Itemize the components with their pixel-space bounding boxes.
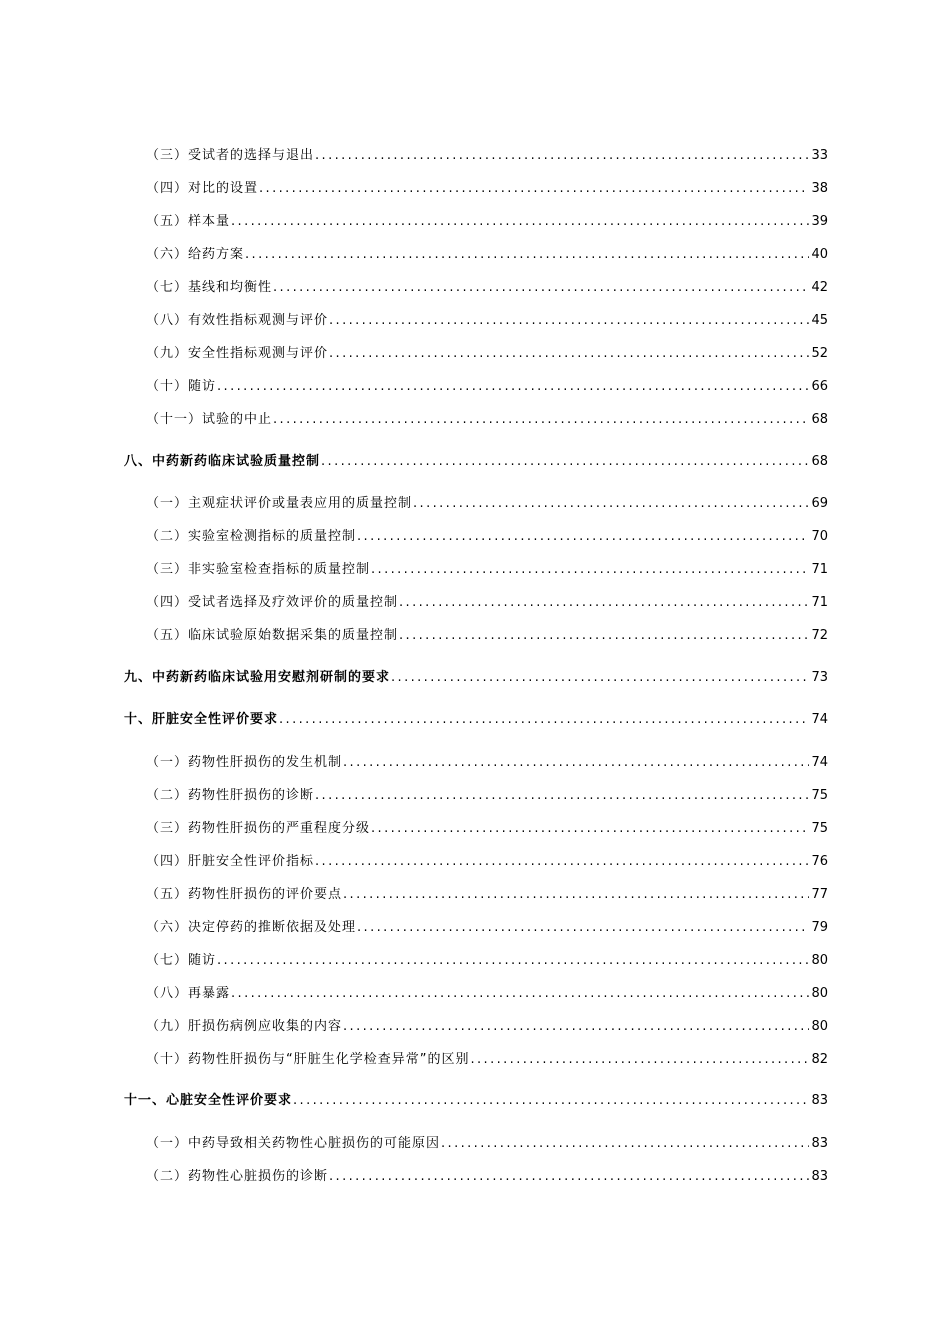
- toc-entry-title: （一）主观症状评价或量表应用的质量控制: [146, 496, 413, 511]
- toc-entry-title: （二）实验室检测指标的质量控制: [146, 529, 357, 544]
- toc-entry-title: （十）随访: [146, 379, 217, 394]
- toc-page-number: 66: [811, 379, 828, 394]
- toc-dot-leader: [371, 560, 809, 580]
- toc-section-entry[interactable]: [146, 1017, 828, 1037]
- toc-page-number: 40: [811, 247, 828, 262]
- toc-chapter-entry[interactable]: [124, 1091, 828, 1111]
- toc-entry-title: （七）随访: [146, 953, 217, 968]
- toc-section-entry[interactable]: [146, 1134, 828, 1154]
- toc-dot-leader: [315, 146, 809, 166]
- toc-section-entry[interactable]: [146, 146, 828, 166]
- toc-entry-title: （三）受试者的选择与退出: [146, 148, 315, 163]
- toc-dot-leader: [470, 1050, 809, 1070]
- toc-entry-title: （五）药物性肝损伤的评价要点: [146, 887, 343, 902]
- toc-page-number: 73: [811, 670, 828, 685]
- toc-page-number: 83: [811, 1093, 828, 1108]
- toc-entry-title: （五）样本量: [146, 214, 231, 229]
- toc-entry-title: （四）受试者选择及疗效评价的质量控制: [146, 595, 399, 610]
- toc-page-number: 45: [811, 313, 828, 328]
- toc-page-number: 68: [811, 454, 828, 469]
- toc-dot-leader: [273, 410, 809, 430]
- toc-page-number: 70: [811, 529, 828, 544]
- toc-page-number: 68: [811, 412, 828, 427]
- toc-dot-leader: [329, 344, 809, 364]
- toc-section-entry[interactable]: [146, 819, 828, 839]
- toc-dot-leader: [321, 452, 809, 472]
- toc-entry-title: （六）决定停药的推断依据及处理: [146, 920, 357, 935]
- toc-dot-leader: [315, 786, 809, 806]
- toc-page-number: 39: [811, 214, 828, 229]
- toc-section-entry[interactable]: [146, 179, 828, 199]
- toc-section-entry[interactable]: [146, 212, 828, 232]
- toc-section-entry[interactable]: [146, 753, 828, 773]
- toc-page-number: 83: [811, 1136, 828, 1151]
- toc-page-number: 82: [811, 1052, 828, 1067]
- toc-entry-title: （六）给药方案: [146, 247, 245, 262]
- toc-section-entry[interactable]: [146, 311, 828, 331]
- toc-page-number: 76: [811, 854, 828, 869]
- toc-page-number: 83: [811, 1169, 828, 1184]
- toc-page-number: 79: [811, 920, 828, 935]
- toc-section-entry[interactable]: [146, 951, 828, 971]
- toc-section-entry[interactable]: [146, 852, 828, 872]
- toc-dot-leader: [217, 951, 809, 971]
- toc-entry-title: （四）对比的设置: [146, 181, 259, 196]
- toc-section-entry[interactable]: [146, 344, 828, 364]
- toc-dot-leader: [399, 593, 809, 613]
- toc-dot-leader: [329, 311, 809, 331]
- toc-entry-title: （九）肝损伤病例应收集的内容: [146, 1019, 343, 1034]
- toc-dot-leader: [279, 710, 809, 730]
- toc-entry-title: （九）安全性指标观测与评价: [146, 346, 329, 361]
- toc-dot-leader: [259, 179, 809, 199]
- toc-page-number: 72: [811, 628, 828, 643]
- toc-page-number: 74: [811, 712, 828, 727]
- toc-entry-title: （三）药物性肝损伤的严重程度分级: [146, 821, 371, 836]
- toc-section-entry[interactable]: [146, 1050, 828, 1070]
- toc-entry-title: 九、中药新药临床试验用安慰剂研制的要求: [124, 670, 391, 685]
- toc-dot-leader: [217, 377, 809, 397]
- toc-page-number: 75: [811, 821, 828, 836]
- toc-entry-title: （七）基线和均衡性: [146, 280, 273, 295]
- toc-dot-leader: [357, 918, 809, 938]
- toc-dot-leader: [371, 819, 809, 839]
- toc-section-entry[interactable]: [146, 593, 828, 613]
- toc-page-number: 33: [811, 148, 828, 163]
- toc-section-entry[interactable]: [146, 885, 828, 905]
- toc-page-number: 71: [811, 595, 828, 610]
- toc-dot-leader: [315, 852, 809, 872]
- toc-dot-leader: [391, 668, 809, 688]
- toc-dot-leader: [413, 494, 809, 514]
- toc-page-number: 74: [811, 755, 828, 770]
- toc-section-entry[interactable]: [146, 494, 828, 514]
- toc-page-number: 80: [811, 1019, 828, 1034]
- toc-entry-title: （十一）试验的中止: [146, 412, 273, 427]
- toc-dot-leader: [343, 753, 809, 773]
- toc-dot-leader: [231, 212, 809, 232]
- toc-dot-leader: [357, 527, 809, 547]
- toc-entry-title: （十）药物性肝损伤与“肝脏生化学检查异常”的区别: [146, 1052, 470, 1067]
- toc-entry-title: （一）中药导致相关药物性心脏损伤的可能原因: [146, 1136, 441, 1151]
- toc-page-number: 52: [811, 346, 828, 361]
- toc-entry-title: （一）药物性肝损伤的发生机制: [146, 755, 343, 770]
- toc-dot-leader: [231, 984, 809, 1004]
- toc-entry-title: （八）有效性指标观测与评价: [146, 313, 329, 328]
- toc-page-number: 75: [811, 788, 828, 803]
- toc-entry-title: 八、中药新药临床试验质量控制: [124, 454, 321, 469]
- toc-page-number: 80: [811, 953, 828, 968]
- toc-entry-title: （四）肝脏安全性评价指标: [146, 854, 315, 869]
- toc-section-entry[interactable]: [146, 984, 828, 1004]
- toc-section-entry[interactable]: [146, 918, 828, 938]
- toc-entry-title: 十、肝脏安全性评价要求: [124, 712, 279, 727]
- toc-dot-leader: [441, 1134, 809, 1154]
- toc-section-entry[interactable]: [146, 410, 828, 430]
- toc-page-number: 77: [811, 887, 828, 902]
- toc-dot-leader: [293, 1091, 809, 1111]
- toc-page-number: 69: [811, 496, 828, 511]
- toc-chapter-entry[interactable]: [124, 668, 828, 688]
- toc-section-entry[interactable]: [146, 527, 828, 547]
- toc-page-number: 80: [811, 986, 828, 1001]
- toc-section-entry[interactable]: [146, 786, 828, 806]
- toc-section-entry[interactable]: [146, 1167, 828, 1187]
- toc-page-number: 42: [811, 280, 828, 295]
- toc-dot-leader: [329, 1167, 809, 1187]
- toc-dot-leader: [399, 626, 809, 646]
- toc-entry-title: （八）再暴露: [146, 986, 231, 1001]
- toc-chapter-entry[interactable]: [124, 710, 828, 730]
- toc-dot-leader: [343, 885, 809, 905]
- toc-dot-leader: [245, 245, 809, 265]
- toc-section-entry[interactable]: [146, 278, 828, 298]
- toc-entry-title: （二）药物性肝损伤的诊断: [146, 788, 315, 803]
- toc-entry-title: （三）非实验室检查指标的质量控制: [146, 562, 371, 577]
- toc-entry-title: 十一、心脏安全性评价要求: [124, 1093, 293, 1108]
- toc-dot-leader: [273, 278, 809, 298]
- toc-chapter-entry[interactable]: [124, 452, 828, 472]
- toc-section-entry[interactable]: [146, 626, 828, 646]
- toc-page-number: 71: [811, 562, 828, 577]
- toc-section-entry[interactable]: [146, 245, 828, 265]
- toc-entry-title: （二）药物性心脏损伤的诊断: [146, 1169, 329, 1184]
- toc-section-entry[interactable]: [146, 560, 828, 580]
- toc-dot-leader: [343, 1017, 809, 1037]
- toc-section-entry[interactable]: [146, 377, 828, 397]
- toc-page-number: 38: [811, 181, 828, 196]
- toc-entry-title: （五）临床试验原始数据采集的质量控制: [146, 628, 399, 643]
